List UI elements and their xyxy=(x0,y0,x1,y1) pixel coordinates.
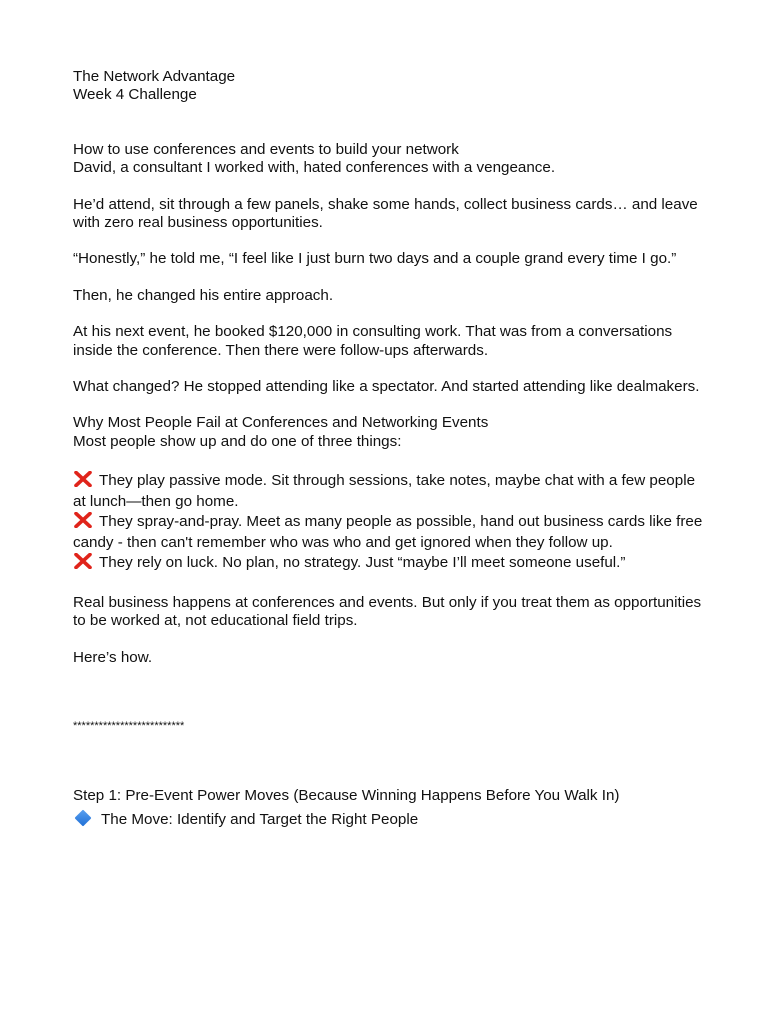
paragraph-1: He’d attend, sit through a few panels, shake some hands, collect business cards… and leave with zero real business opportunities. xyxy=(73,195,698,232)
paragraph-5: What changed? He stopped attending like a spectator. And started attending like dealmakers. xyxy=(73,378,700,396)
list-item xyxy=(73,512,703,553)
section-intro: Most people show up and do one of three things: xyxy=(73,432,402,450)
red-x-icon xyxy=(73,512,93,528)
bullet-list xyxy=(73,471,703,574)
paragraph-6: Real business happens at conferences and events. But only if you treat them as opportunities to be worked at, not educational field trips. xyxy=(73,593,702,630)
blue-diamond-icon xyxy=(75,810,92,827)
divider-stars: ************************** xyxy=(73,720,185,732)
doc-heading: How to use conferences and events to build your network xyxy=(73,140,459,158)
red-x-icon xyxy=(73,553,93,569)
list-item-text: They play passive mode. Sit through sessions, take notes, maybe chat with a few people at lunch—then go home. xyxy=(73,472,696,510)
document-page xyxy=(73,68,703,830)
list-item xyxy=(73,471,703,512)
doc-title-line2: Week 4 Challenge xyxy=(73,86,197,104)
doc-intro: David, a consultant I worked with, hated conferences with a vengeance. xyxy=(73,159,556,177)
red-x-icon xyxy=(73,471,93,487)
paragraph-3: Then, he changed his entire approach. xyxy=(73,286,334,304)
paragraph-7: Here’s how. xyxy=(73,648,153,666)
paragraph-4: At his next event, he booked $120,000 in consulting work. That was from a conversations inside the conference. Then there were follow-ups afterwards. xyxy=(73,323,673,359)
list-item-text: They spray-and-pray. Meet as many people as possible, hand out business cards like free candy - then can't remember who was who and get ignored when they follow up. xyxy=(73,513,703,551)
step-1-heading: Step 1: Pre-Event Power Moves (Because Winning Happens Before You Walk In) xyxy=(73,787,620,804)
doc-title-line1: The Network Advantage xyxy=(73,68,236,85)
move-text: The Move: Identify and Target the Right People xyxy=(101,811,419,829)
move-line xyxy=(73,811,703,829)
list-item xyxy=(73,553,703,574)
list-item-text: They rely on luck. No plan, no strategy. Just “maybe I’ll meet someone useful.” xyxy=(99,554,626,572)
section-heading: Why Most People Fail at Conferences and Networking Events xyxy=(73,414,489,432)
paragraph-2: “Honestly,” he told me, “I feel like I just burn two days and a couple grand every time I go.” xyxy=(73,250,677,268)
